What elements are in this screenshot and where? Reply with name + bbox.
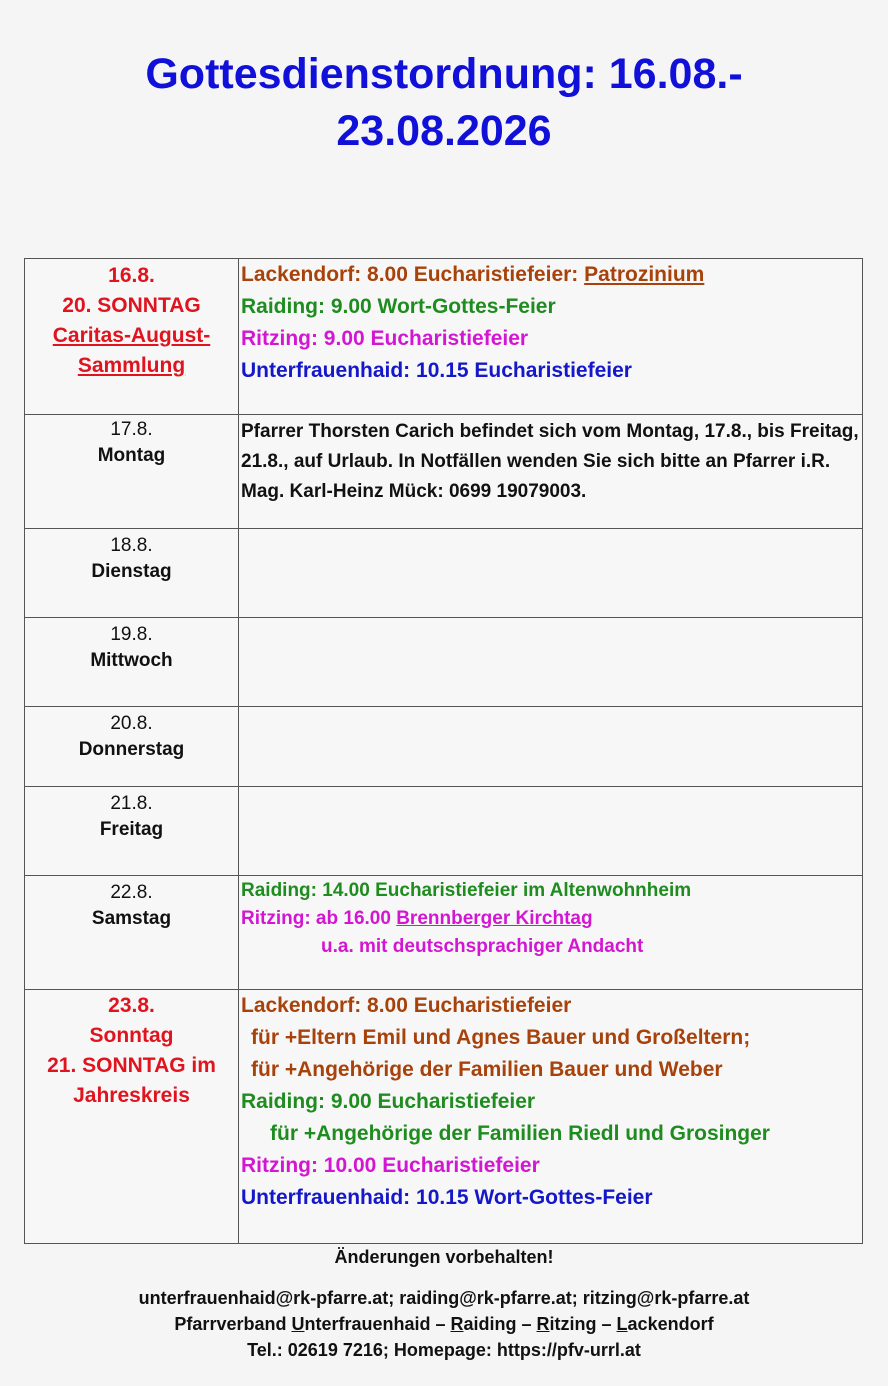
events-cell	[239, 529, 863, 618]
kirchtag-link[interactable]: Brennberger Kirchtag	[396, 908, 593, 929]
event-intention: für +Angehörige der Familien Riedl und Grosinger	[270, 1122, 770, 1145]
date-label: 18.8.	[110, 535, 153, 556]
day-cell	[25, 707, 239, 787]
table-row	[25, 787, 863, 876]
day-label: Dienstag	[91, 561, 172, 582]
event-note: u.a. mit deutschsprachiger Andacht	[321, 936, 644, 957]
events-cell	[239, 990, 863, 1244]
day-cell	[25, 990, 239, 1244]
table-row	[25, 707, 863, 787]
event-lackendorf: Lackendorf: 8.00 Eucharistiefeier: Patrozinium	[241, 263, 705, 286]
collection-note-line-1[interactable]: Caritas-August-	[52, 324, 211, 347]
day-cell	[25, 787, 239, 876]
table-row	[25, 415, 863, 529]
event-intention: für +Eltern Emil und Agnes Bauer und Großeltern;	[251, 1026, 751, 1049]
event-ritzing: Ritzing: 9.00 Eucharistiefeier	[241, 327, 529, 350]
day-label: Donnerstag	[78, 739, 185, 760]
events-cell	[239, 787, 863, 876]
title-line-1: Gottesdienstordnung: 16.08.-	[145, 50, 743, 98]
table-row	[25, 990, 863, 1244]
table-row	[25, 618, 863, 707]
patrozinium-link[interactable]: Patrozinium	[584, 263, 705, 286]
day-cell	[25, 415, 239, 529]
event-lackendorf: Lackendorf: 8.00 Eucharistiefeier	[241, 994, 572, 1017]
event-unterfrauenhaid: Unterfrauenhaid: 10.15 Wort-Gottes-Feier	[241, 1186, 653, 1209]
event-intention: für +Angehörige der Familien Bauer und Weber	[251, 1058, 723, 1081]
event-raiding: Raiding: 9.00 Eucharistiefeier	[241, 1090, 536, 1113]
event-raiding: Raiding: 9.00 Wort-Gottes-Feier	[241, 295, 556, 318]
day-cell	[25, 259, 239, 415]
events-cell	[239, 876, 863, 990]
day-cell	[25, 876, 239, 990]
date-label: 23.8.	[108, 994, 155, 1017]
sunday-note-line-2: Jahreskreis	[73, 1084, 190, 1107]
day-label: Freitag	[99, 819, 164, 840]
event-raiding: Raiding: 14.00 Eucharistiefeier im Altenwohnheim	[241, 880, 692, 901]
changes-notice: Änderungen vorbehalten!	[334, 1247, 554, 1267]
date-label: 16.8.	[108, 264, 155, 287]
schedule-table	[24, 258, 863, 1244]
day-label: Samstag	[91, 908, 172, 929]
events-cell	[239, 415, 863, 529]
date-label: 21.8.	[110, 793, 153, 814]
date-label: 19.8.	[110, 624, 153, 645]
day-label: Sonntag	[89, 1024, 174, 1047]
parish-association: Pfarrverband Unterfrauenhaid – Raiding – Ritzing – Lackendorf	[174, 1314, 714, 1334]
day-cell	[25, 529, 239, 618]
event-ritzing: Ritzing: ab 16.00 Brennberger Kirchtag	[241, 908, 593, 929]
page-title	[0, 46, 888, 160]
events-cell	[239, 618, 863, 707]
contact-phone-homepage: Tel.: 02619 7216; Homepage: https://pfv-urrl.at	[247, 1340, 641, 1360]
table-row	[25, 529, 863, 618]
table-row	[25, 876, 863, 990]
collection-note-line-2[interactable]: Sammlung	[77, 354, 186, 377]
date-label: 20.8.	[110, 713, 153, 734]
contact-emails: unterfrauenhaid@rk-pfarre.at; raiding@rk-pfarre.at; ritzing@rk-pfarre.at	[138, 1288, 750, 1308]
day-label: Montag	[97, 445, 166, 466]
title-line-2: 23.08.2026	[336, 107, 552, 155]
sunday-note-line-1: 21. SONNTAG im	[47, 1054, 216, 1077]
events-cell	[239, 259, 863, 415]
day-label: 20. SONNTAG	[62, 294, 201, 317]
events-cell	[239, 707, 863, 787]
day-cell	[25, 618, 239, 707]
date-label: 17.8.	[110, 419, 153, 440]
table-row	[25, 259, 863, 415]
event-unterfrauenhaid: Unterfrauenhaid: 10.15 Eucharistiefeier	[241, 359, 632, 382]
day-label: Mittwoch	[90, 650, 173, 671]
event-ritzing: Ritzing: 10.00 Eucharistiefeier	[241, 1154, 540, 1177]
date-label: 22.8.	[110, 882, 153, 903]
vacation-notice: Pfarrer Thorsten Carich befindet sich vom Montag, 17.8., bis Freitag, 21.8., auf Urlaub. In Notfällen wenden Sie sich bitte an Pfarrer i.R. Mag. Karl-Heinz Mück: 0699 19079003.	[241, 421, 859, 502]
